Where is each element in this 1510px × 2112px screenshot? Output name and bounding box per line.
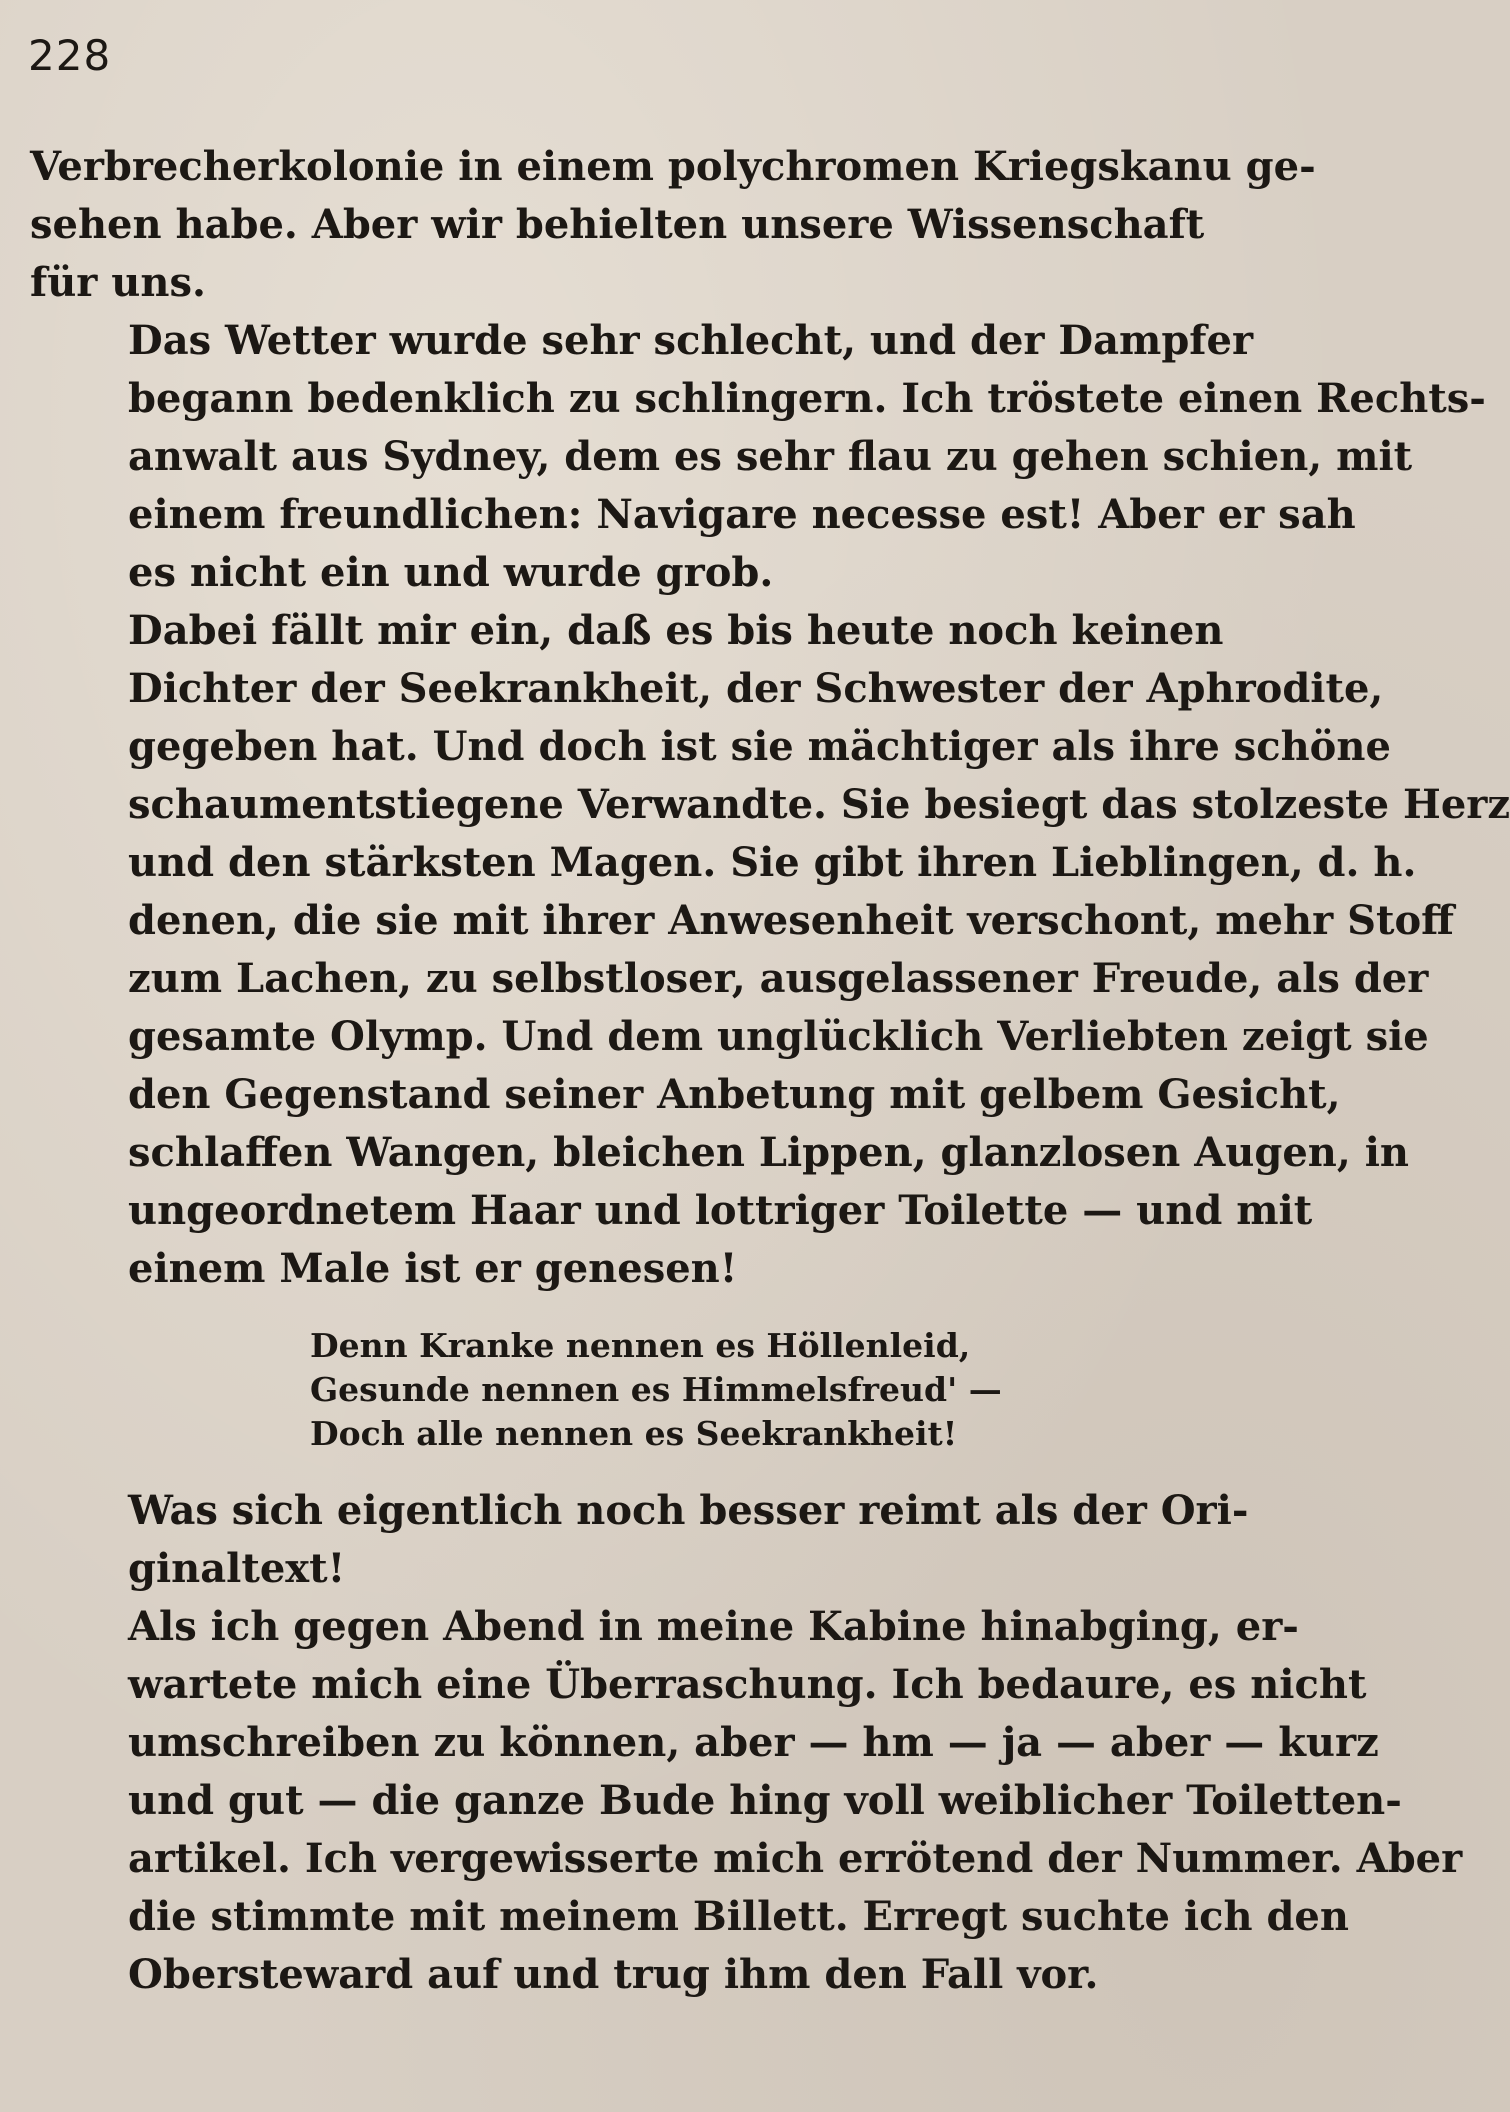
text-line: Verbrecherkolonie in einem polychromen Kriegskanu ge- [30, 143, 1316, 190]
text-line: zum Lachen, zu selbstloser, ausgelassener Freude, als der [128, 955, 1429, 1002]
paragraph [30, 1482, 1249, 1598]
paragraph [30, 1598, 1463, 2004]
poem-line: Doch alle nennen es Seekrankheit! [310, 1414, 958, 1453]
text-line: Das Wetter wurde sehr schlecht, und der Dampfer [128, 317, 1254, 364]
paragraph [30, 602, 1510, 1298]
text-line: Was sich eigentlich noch besser reimt als der Ori- [128, 1487, 1249, 1534]
text-line: gesamte Olymp. Und dem unglücklich Verliebten zeigt sie [128, 1013, 1429, 1060]
text-line: umschreiben zu können, aber — hm — ja — aber — kurz [128, 1719, 1379, 1766]
text-line: anwalt aus Sydney, dem es sehr flau zu gehen schien, mit [128, 433, 1413, 480]
text-line: Dichter der Seekrankheit, der Schwester der Aphrodite, [128, 665, 1384, 712]
text-line: und den stärksten Magen. Sie gibt ihren Lieblingen, d. h. [128, 839, 1417, 886]
text-line: schlaffen Wangen, bleichen Lippen, glanzlosen Augen, in [128, 1129, 1409, 1176]
poem-line: Gesunde nennen es Himmelsfreud' — [310, 1370, 1002, 1409]
text-line: für uns. [30, 259, 206, 306]
text-line: gegeben hat. Und doch ist sie mächtiger als ihre schöne [128, 723, 1391, 770]
text-line: einem Male ist er genesen! [128, 1245, 738, 1292]
text-line: den Gegenstand seiner Anbetung mit gelbem Gesicht, [128, 1071, 1341, 1118]
text-line: und gut — die ganze Bude hing voll weiblicher Toiletten- [128, 1777, 1402, 1824]
text-line: es nicht ein und wurde grob. [128, 549, 774, 596]
text-line: ginaltext! [128, 1545, 346, 1592]
paragraphs-after-poem [30, 1482, 1463, 2004]
text-line: Als ich gegen Abend in meine Kabine hinabging, er- [128, 1603, 1299, 1650]
page-number: 228 [28, 31, 112, 80]
paragraph [30, 312, 1486, 602]
text-line: die stimmte mit meinem Billett. Erregt suchte ich den [128, 1893, 1349, 1940]
text-line: schaumentstiegene Verwandte. Sie besiegt das stolzeste Herz [128, 781, 1510, 828]
poem-block [310, 1324, 1198, 1456]
text-line: Obersteward auf und trug ihm den Fall vor. [128, 1951, 1099, 1998]
text-line: begann bedenklich zu schlingern. Ich tröstete einen Rechts- [128, 375, 1486, 422]
body-text [30, 138, 1510, 2004]
text-line: sehen habe. Aber wir behielten unsere Wissenschaft [30, 201, 1205, 248]
text-line: wartete mich eine Überraschung. Ich bedaure, es nicht [128, 1661, 1367, 1708]
text-line: Dabei fällt mir ein, daß es bis heute noch keinen [128, 607, 1224, 654]
paragraphs-before-poem [30, 138, 1510, 1298]
text-line: artikel. Ich vergewisserte mich errötend der Nummer. Aber [128, 1835, 1463, 1882]
text-line: denen, die sie mit ihrer Anwesenheit verschont, mehr Stoff [128, 897, 1454, 944]
poem-line: Denn Kranke nennen es Höllenleid, [310, 1326, 971, 1365]
text-line: ungeordnetem Haar und lottriger Toilette — und mit [128, 1187, 1313, 1234]
text-line: einem freundlichen: Navigare necesse est! Aber er sah [128, 491, 1356, 538]
paragraph [30, 138, 1316, 312]
